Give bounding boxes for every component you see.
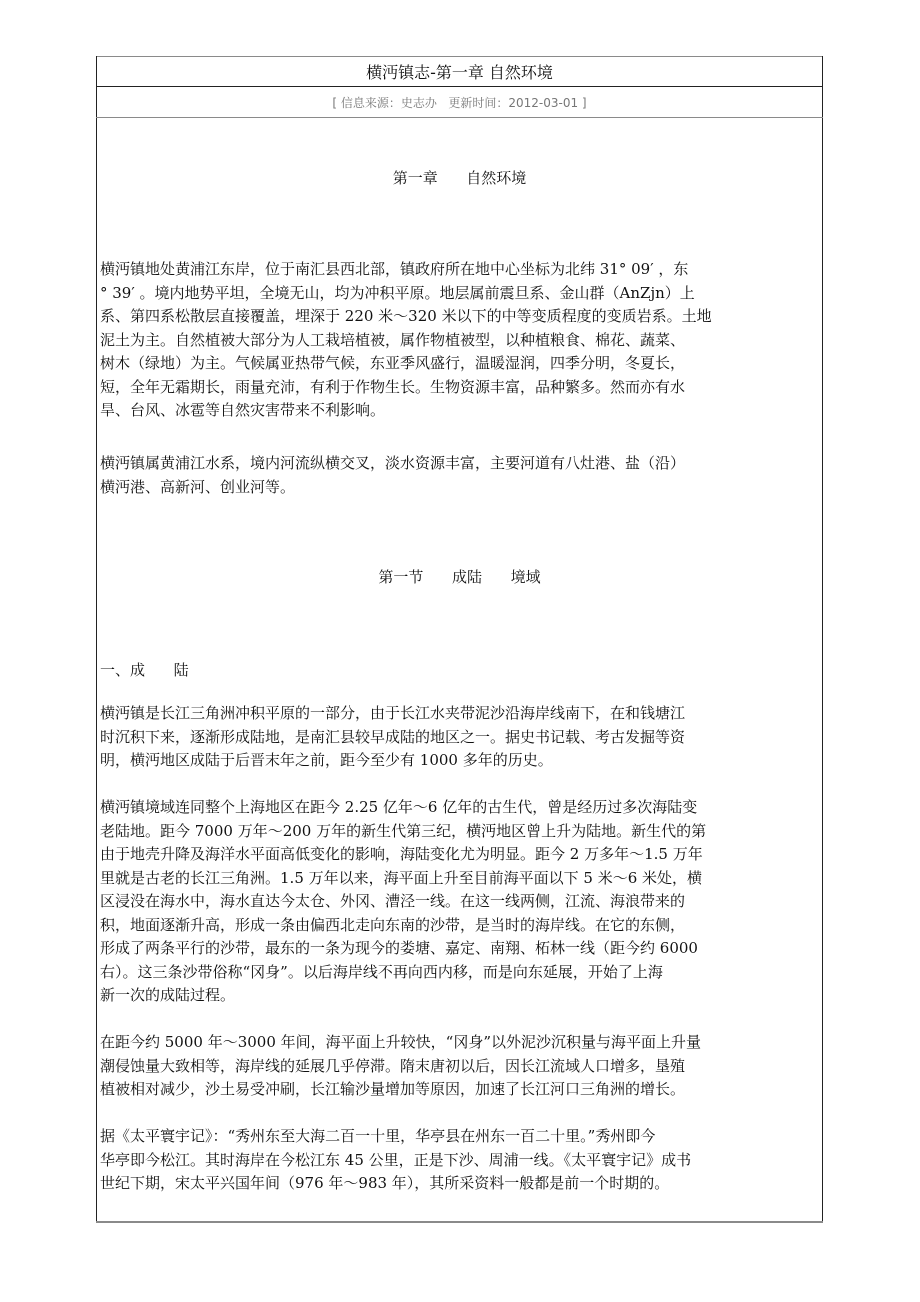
text-line: 横沔镇境域连同整个上海地区在距今 2.25 亿年～6 亿年的古生代，曾是经历过多次海陆变 (100, 798, 698, 816)
text-line: ° 39′ 。境内地势平坦，全境无山，均为冲积平原。地层属前震旦系、金山群（AnZjn）上 (100, 283, 695, 302)
title-row (96, 57, 823, 87)
text-line: 系、第四系松散层直接覆盖，埋深于 220 米～320 米以下的中等变质程度的变质岩系。土地 (100, 307, 712, 325)
text-line: 横沔港、高新河、创业河等。 (100, 477, 296, 496)
text-line: 横沔镇是长江三角洲冲积平原的一部分，由于长江水夹带泥沙沿海岸线南下，在和钱塘江 (100, 704, 686, 722)
text-line: 里就是古老的长江三角洲。1.5 万年以来，海平面上升至目前海平面以下 5 米～6 米处，横 (100, 868, 703, 887)
text-line: 泥土为主。自然植被大部分为人工栽培植被，属作物植被型，以种植粮食、棉花、蔬菜、 (100, 330, 686, 349)
frame-bottom-border (96, 1221, 823, 1223)
text-line: 横沔镇属黄浦江水系，境内河流纵横交叉，淡水资源丰富，主要河道有八灶港、盐（沿） (100, 454, 686, 472)
chapter-heading: 第一章 自然环境 (392, 169, 527, 187)
text-line: 新一次的成陆过程。 (100, 986, 236, 1004)
text-line: 积，地面逐渐升高，形成一条由偏西北走向东南的沙带，是当时的海岸线。在它的东侧， (100, 915, 686, 934)
page-title: 横沔镇志-第一章 自然环境 (366, 63, 553, 82)
text-line: 短，全年无霜期长，雨量充沛，有利于作物生长。生物资源丰富，品种繁多。然而亦有水 (100, 377, 686, 396)
text-line: 树木（绿地）为主。气候属亚热带气候，东亚季风盛行，温暖湿润，四季分明，冬夏长， (100, 354, 686, 372)
paragraph-formation (100, 702, 822, 773)
text-line: 潮侵蚀量大致相等，海岸线的延展几乎停滞。隋末唐初以后，因长江流域人口增多，垦殖 (100, 1056, 686, 1075)
source-and-date: [ 信息来源：史志办 更新时间：2012-03-01 ] (332, 95, 587, 110)
paragraph-historical-record (100, 1125, 822, 1196)
text-line: 形成了两条平行的沙带，最东的一条为现今的娄塘、嘉定、南翔、柘林一线（距今约 6000 (100, 939, 698, 957)
text-line: 华亭即今松江。其时海岸在今松江东 45 公里，正是下沙、周浦一线。《太平寰宇记》成书 (100, 1150, 692, 1169)
text-line: 据《太平寰宇记》：“秀州东至大海二百一十里，华亭县在州东一百二十里。”秀州即今 (100, 1127, 656, 1145)
text-line: 时沉积下来，逐渐形成陆地，是南汇县较早成陆的地区之一。据史书记载、考古发掘等资 (100, 727, 686, 746)
paragraph-water-system (100, 452, 822, 499)
text-line: 横沔镇地处黄浦江东岸，位于南汇县西北部，镇政府所在地中心坐标为北纬 31° 09′ ，东 (100, 260, 689, 278)
text-line: 旱、台风、冰雹等自然灾害带来不利影响。 (100, 401, 386, 419)
text-line: 明，横沔地区成陆于后晋末年之前，距今至少有 1000 多年的历史。 (100, 751, 553, 769)
paragraph-sea-level (100, 1031, 822, 1102)
text-line: 右）。这三条沙带俗称“冈身”。以后海岸线不再向西内移，而是向东延展，开始了上海 (100, 962, 663, 981)
document-body (97, 118, 822, 1221)
meta-row (96, 87, 823, 118)
section-heading: 第一节 成陆 境域 (378, 568, 541, 586)
text-line: 由于地壳升降及海洋水平面高低变化的影响，海陆变化尤为明显。距今 2 万多年～1.5 万年 (100, 845, 703, 863)
text-line: 植被相对减少，沙土易受冲刷，长江输沙量增加等原因，加速了长江河口三角洲的增长。 (100, 1080, 686, 1098)
text-line: 老陆地。距今 7000 万年～200 万年的新生代第三纪，横沔地区曾上升为陆地。新生代的第 (100, 821, 707, 840)
paragraph-location (100, 258, 822, 423)
subsection-heading: 一、成 陆 (100, 661, 189, 679)
paragraph-geologic-history (100, 796, 822, 1008)
text-line: 在距今约 5000 年～3000 年间，海平面上升较快，“冈身”以外泥沙沉积量与海平面上升量 (100, 1033, 701, 1051)
text-line: 区浸没在海水中，海水直达今太仓、外冈、漕泾一线。在这一线两侧，江流、海浪带来的 (100, 892, 686, 910)
text-line: 世纪下期，宋太平兴国年间（976 年～983 年），其所采资料一般都是前一个时期的。 (100, 1174, 670, 1192)
